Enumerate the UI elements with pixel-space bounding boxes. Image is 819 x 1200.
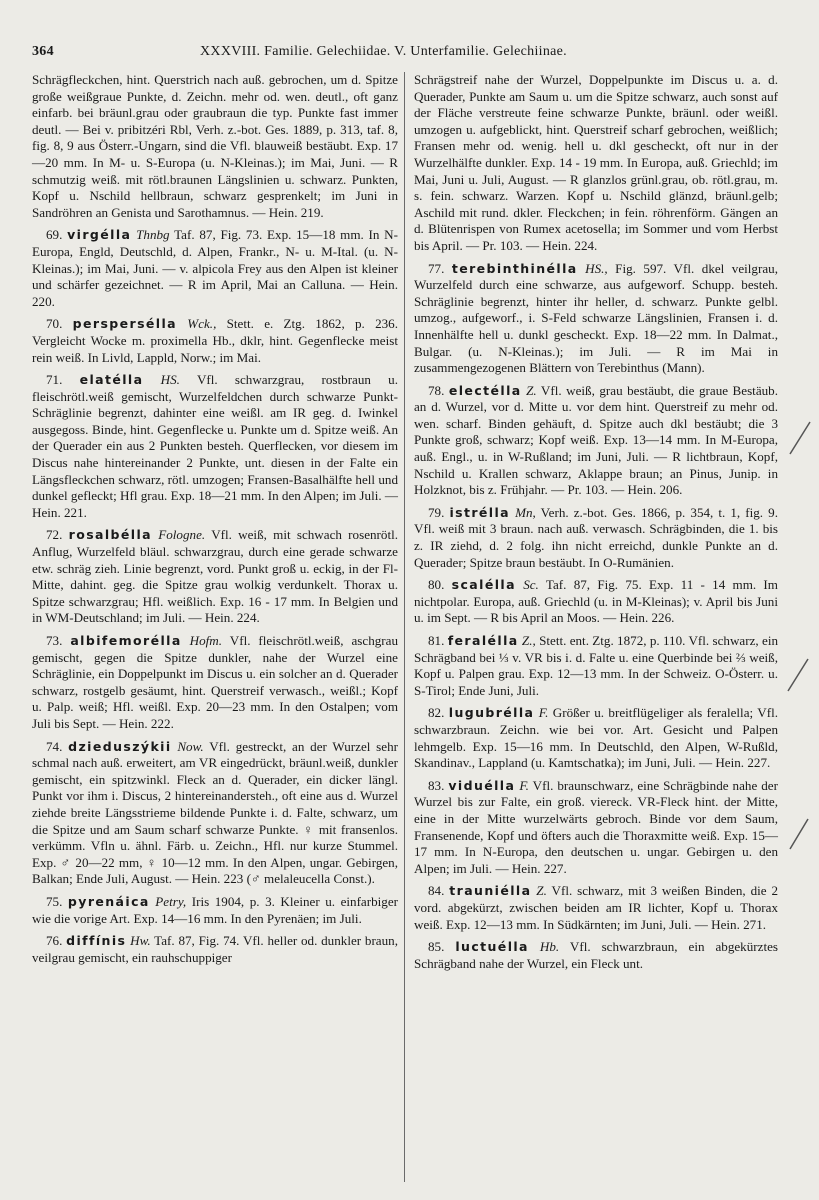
entry-text: Vfl. fleischrötl.weiß, aschgrau gemischt, gegen die Spitze dunkler, nahe der Wurzel eine Schräglinie, ein Doppelpunkt im Discus u. ein solcher an d. Querader schwarz, rostgelb gesäumt, hint. Querstreif verwasch., weißl.; Kopf u. Palp. weiß; Hfl. weißl. Exp. 20—23 mm. In den Ostalpen; vom Juli bis Sept. — Hein. 222. xyxy=(32,633,399,731)
species-entry xyxy=(32,633,398,733)
entry-text: Größer u. breitflügeliger als feralella; Vfl. schwarzbraun. Zeichn. wie bei vor. Art. Gesicht und Palpen lehmgelb. Exp. 15—16 mm. In Deutschld, den Alpen, W-Rußld, Skandinav., Lappland (u. Kamtschatka); im Juni, Juli. — Hein. 227. xyxy=(414,705,779,771)
column-divider xyxy=(404,72,405,1182)
entry-number: 84. xyxy=(428,883,445,899)
entry-text: Vfl. weiß, grau bestäubt, die graue Bestäub. an d. Wurzel, vor d. Mitte u. vor dem hint. Querstreif zu mehr od. wen. scharf. Binden gehäuft, d. Spitze auch dkl bestäubt; die 3 Punkte groß, schwarz; Kopf weiß. Exp. 13—14 mm. In M-Europa, auß. Engl., u. in W-Rußland; im Juni, Juli. — R lichtbraun, Kopf, Nschild u. Krallen schwarz, Aklappe braun; an Pinus, Junip. in Holzknot, bis z. Frühjahr. — Pr. 103. — Hein. 206. xyxy=(414,382,779,498)
species-name: lugubrélla xyxy=(448,705,535,721)
entry-number: 72. xyxy=(46,527,63,543)
entry-text: Taf. 87, Fig. 75. Exp. 11 - 14 mm. Im nichtpolar. Europa, auß. Griechld (u. in M-Kleinas); v. April bis Juni u. im Sept. — R bis April an Moos. — Hein. 226. xyxy=(414,577,778,626)
left-column xyxy=(32,72,398,972)
entry-number: 71. xyxy=(46,372,63,388)
species-name: elatélla xyxy=(79,372,144,388)
entry-text: Schrägfleckchen, hint. Querstrich nach auß. gebrochen, um d. Spitze große weißgraue Punkte, d. Zeichn. mehr od. wen. deutl., oft ganz einfarb. bei bräunl.grau oder graubraun die typ. Punkte fast immer deutl. — Bei v. pribitzéri Rbl, Verh. z.-bot. Ges. 1889, p. 313, taf. 8, fig. 8, 9 aus Österr.-Ungarn, sind die Vfl. blauweiß bestäubt. Exp. 17—20 mm. In M- u. S-Europa (u. N-Kleinas.); im Mai, Juni. — R schmutzig weiß. mit rötl.braunen Längslinien u. schwarz. Punkten, Kopf u. Nschild hellbraun, schwarz gesprenkelt; im Juni in Sandröhren an Genista und Sarothamnus. — Hein. 219. xyxy=(32,72,398,220)
entry-text: Taf. 87, Fig. 74. Vfl. heller od. dunkler braun, veilgrau gemischt, ein rauhschuppiger xyxy=(32,933,398,965)
species-name: virgélla xyxy=(67,227,132,243)
right-column xyxy=(414,72,778,978)
entry-text: Fig. 597. Vfl. dkel veilgrau, Wurzelfeld durch eine schwarze, aus aufgeworf. Schupp. besteh. Schräglinie begrenzt, hinter ihr heller, d. schwarz. Punkte gelbl. umzog., aufgeworf., i. S-Feld schwarze Längslinien, Fransen i. d. Innenhälfte hell u. dunkl gescheckt. Exp. 18—22 mm. In Dalmat., Bulgar. (u. N-Kleinas.); im Juli. — R im Mai in zusammengezogenen Blättern von Terebinthus (Mann). xyxy=(414,260,778,376)
species-entry xyxy=(414,778,778,878)
pencil-mark-3 xyxy=(782,815,812,855)
entry-number: 81. xyxy=(428,633,445,648)
entry-continuation xyxy=(414,72,778,255)
species-name: electélla xyxy=(448,382,522,398)
species-author: Mn, xyxy=(515,504,536,520)
species-name: istrélla xyxy=(449,504,510,520)
pencil-mark-1 xyxy=(784,420,814,460)
species-entry xyxy=(32,227,398,310)
species-entry xyxy=(32,739,398,888)
entry-text: Stett. ent. Ztg. 1872, p. 110. Vfl. schwarz, ein Schrägband bei ⅓ v. VR bis i. d. Falte u. eine Querbinde bei ⅔ weiß, Kopf u. Palpen grau. Exp. 12—13 mm. In der Schweiz. O-Österr. u. S-Tirol; Ende Juni, Juli. xyxy=(414,633,779,698)
species-name: albifemorélla xyxy=(70,633,182,648)
species-author: Wck., xyxy=(187,316,217,332)
species-author: Thnbg xyxy=(136,227,170,243)
species-entry xyxy=(414,577,778,627)
entry-number: 78. xyxy=(428,382,445,398)
species-entry xyxy=(32,527,398,627)
entry-text: Vfl. schwarz, mit 3 weißen Binden, die 2 vord. abgekürzt, zwischen beiden am IR lichter, Kopf u. Thorax weiß. Exp. 12—13 mm. In Südkärnten; im Juni, Juli. — Hein. 271. xyxy=(414,883,778,932)
species-author: HS., xyxy=(585,260,608,276)
species-author: Now. xyxy=(177,738,204,754)
entry-text: Schrägstreif nahe der Wurzel, Doppelpunkte im Discus u. a. d. Querader, Punkte am Saum u. um die Spitze schwarz, auch sonst auf der Fläche verstreute feine schwarze Punkte, bräunl. oder weißl. umzogen u. aufgeblickt, hint. Querstreif scharf gebrochen, weißlich; Fransen mehr od. wenig. hell u. dkl gescheckt, oft nur in der Wurzelhälfte dunkler. Exp. 14 - 19 mm. In Europa, auß. Griechld; im Mai, Juni u. Juli, August. — R glanzlos grünl.grau, ob. rötl.grau, m. s. fein. schwarz. Warzen. Kopf u. Nschild glänzd, bräunl.gelb; Aschild mit rund. dkler. Fleckchen; in fein. röhrenförm. Gängen an d. Blütenrispen von Rumex acetosella; im Sommer und vom Herbst bis April. — Pr. 103. — Hein. 224. xyxy=(414,72,778,253)
species-name: luctuélla xyxy=(455,939,529,955)
species-author: Hb. xyxy=(539,939,560,955)
species-name: dzieduszýkii xyxy=(68,738,172,754)
entry-text: Stett. e. Ztg. 1862, p. 236. Vergleicht Wocke m. proximella Hb., dklr, hint. Gegenflecke meist rein weiß. In Livld, Lappld, Norw.; im Mai. xyxy=(32,316,399,365)
page-number: 364 xyxy=(32,44,54,59)
species-entry xyxy=(414,633,778,699)
entry-text: Vfl. gestreckt, an der Wurzel sehr schmal nach auß. erweitert, am VR eingedrückt, bräunl.weiß, dunkler gemischt, ein spitzwinkl. Fleck an d. Querader, ein dicker längl. Punkt vor ihm i. Discus, 2 hintereinandersteh., oft eine aus d. Wurzel ziehde breite Längsstrieme bildende Punkte i. d. Falte, schwarz, um die Spitze und am Saum scharf schwarze Punkte. ♀ mit fransenlos. verkümm. Vfln u. ähnl. Färb. u. Zeichn., Hfl. nur kurze Stummel. Exp. ♂ 20—22 mm, ♀ 10—12 mm. In den Alpen, ungar. Gebirgen, Balkan; Ende Juli, August. — Hein. 223 (♂ melaleucella Const.). xyxy=(32,738,398,887)
species-entry xyxy=(414,705,778,771)
species-entry xyxy=(414,261,778,377)
species-name: feralélla xyxy=(447,633,519,648)
species-entry xyxy=(32,372,398,521)
entry-number: 69. xyxy=(46,227,63,243)
species-entry xyxy=(414,883,778,933)
species-name: diffínis xyxy=(66,933,127,949)
entry-number: 76. xyxy=(46,933,63,949)
entry-text: Vfl. schwarzbraun, ein abgekürztes Schrägband nahe der Wurzel, ein Fleck unt. xyxy=(414,939,778,971)
species-name: viduélla xyxy=(448,777,516,793)
species-author: F. xyxy=(538,705,549,721)
species-name: terebinthinélla xyxy=(451,260,578,276)
pencil-mark-2 xyxy=(782,655,812,695)
entry-text: Vfl. schwarzgrau, rostbraun u. fleischrötl.weiß gemischt, Wurzelfeldchen durch schwarze Punkt-Schräglinie begrenzt, dahinter eine weißl. am IR geg. d. Iwinkel ausgegoss. Binde, hint. Gegenflecke u. Punkte um d. Spitze weiß. An der Querader ein aus 2 Punkten besteh. Querflecken, vor diesem im Discus nahe hintereinander 2 Punkte, unt. diesen in der Falte ein Längsfleckchen schwarz, rötl. umzogen; Fransen-Basalhälfte hell und dunkel gefleckt; Hfl grau. Exp. 18—21 mm. In den Alpen; im Juli. — Hein. 221. xyxy=(32,372,398,520)
entry-number: 79. xyxy=(428,504,445,520)
species-entry xyxy=(414,939,778,972)
species-entry xyxy=(414,383,778,499)
entry-text: Taf. 87, Fig. 73. Exp. 15—18 mm. In N-Europa, Engld, Deutschld, d. Alpen, Frankr., N- u. M-Ital. (u. N-Kleinas.); im Mai, Juni. — v. alpicola Frey aus den Alpen ist kleiner und schärfer gezeichnet. — R im April, Mai an Calluna. — Hein. 220. xyxy=(32,227,398,309)
entry-text: Vfl. weiß, mit schwach rosenrötl. Anflug, Wurzelfeld bläul. schwarzgrau, durch eine gerade schwarze etw. schräg zieh. Linie begrenzt, vord. Punkt groß u. eckig, in der Fl-Mitte, dahint. geg. die Spitze grau wolkig verdunkelt. Thorax u. Spitze schwarzgrau; Hfl. weißlich. Exp. 16 - 17 mm. In Belgien und in WM-Deutschland; im Juli. — Hein. 224. xyxy=(32,527,399,626)
species-author: Fologne. xyxy=(158,527,206,543)
entry-text: Verh. z.-bot. Ges. 1866, p. 354, t. 1, fig. 9. Vfl. weiß mit 3 braun. nach auß. verwasch. Schrägbinden, die 1. bis z. IR ziehd, d. 2 folg. ihn nicht erreichd, dunkle Punkte an d. Querader; Spitze braun bestäubt. In O-Rumänien. xyxy=(414,504,778,570)
entry-number: 80. xyxy=(428,577,445,593)
species-name: perspersélla xyxy=(72,316,177,332)
species-author: Sc. xyxy=(523,577,539,593)
page-title: XXXVIII. Familie. Gelechiidae. V. Unterfamilie. Gelechiinae. xyxy=(200,44,567,59)
species-entry xyxy=(414,505,778,571)
species-author: Z. xyxy=(526,382,537,398)
species-author: Hofm. xyxy=(189,633,223,648)
species-name: pyrenáica xyxy=(67,893,150,909)
species-name: scalélla xyxy=(451,577,516,593)
entry-text: Vfl. braunschwarz, eine Schrägbinde nahe der Wurzel bis zur Falte, ein groß. viereck. VR-Fleck hint. der Mitte, eine in der Mitte wurzelwärts gebroch. Binde vor dem Saum, Fransenende, Kopf und öfters auch die Thoraxmitte weiß. Exp. 15—17 mm. In N-Europa, den deutschen u. ungar. Gebirgen u. den Alpen; im Juli. — Hein. 227. xyxy=(414,777,778,876)
entry-number: 75. xyxy=(46,893,63,909)
entry-number: 73. xyxy=(46,633,63,648)
entry-number: 77. xyxy=(428,260,445,276)
entry-number: 83. xyxy=(428,777,445,793)
entry-number: 85. xyxy=(428,939,445,955)
species-author: Z. xyxy=(536,883,547,899)
entry-number: 82. xyxy=(428,705,445,721)
species-entry xyxy=(32,933,398,966)
entry-text: Iris 1904, p. 3. Kleiner u. einfarbiger wie die vorige Art. Exp. 14—16 mm. In den Pyrenäen; im Juli. xyxy=(32,893,399,926)
species-entry xyxy=(32,894,398,927)
entry-number: 70. xyxy=(46,316,63,332)
species-author: Z., xyxy=(521,633,536,648)
species-author: Hw. xyxy=(130,933,151,949)
species-author: F. xyxy=(519,777,529,793)
entry-number: 74. xyxy=(46,738,63,754)
species-author: Petry, xyxy=(155,893,187,909)
species-author: HS. xyxy=(160,372,180,388)
species-name: trauniélla xyxy=(449,883,532,899)
running-head xyxy=(32,44,792,66)
entry-continuation xyxy=(32,72,398,221)
species-name: rosalbélla xyxy=(68,527,152,543)
species-entry xyxy=(32,316,398,366)
